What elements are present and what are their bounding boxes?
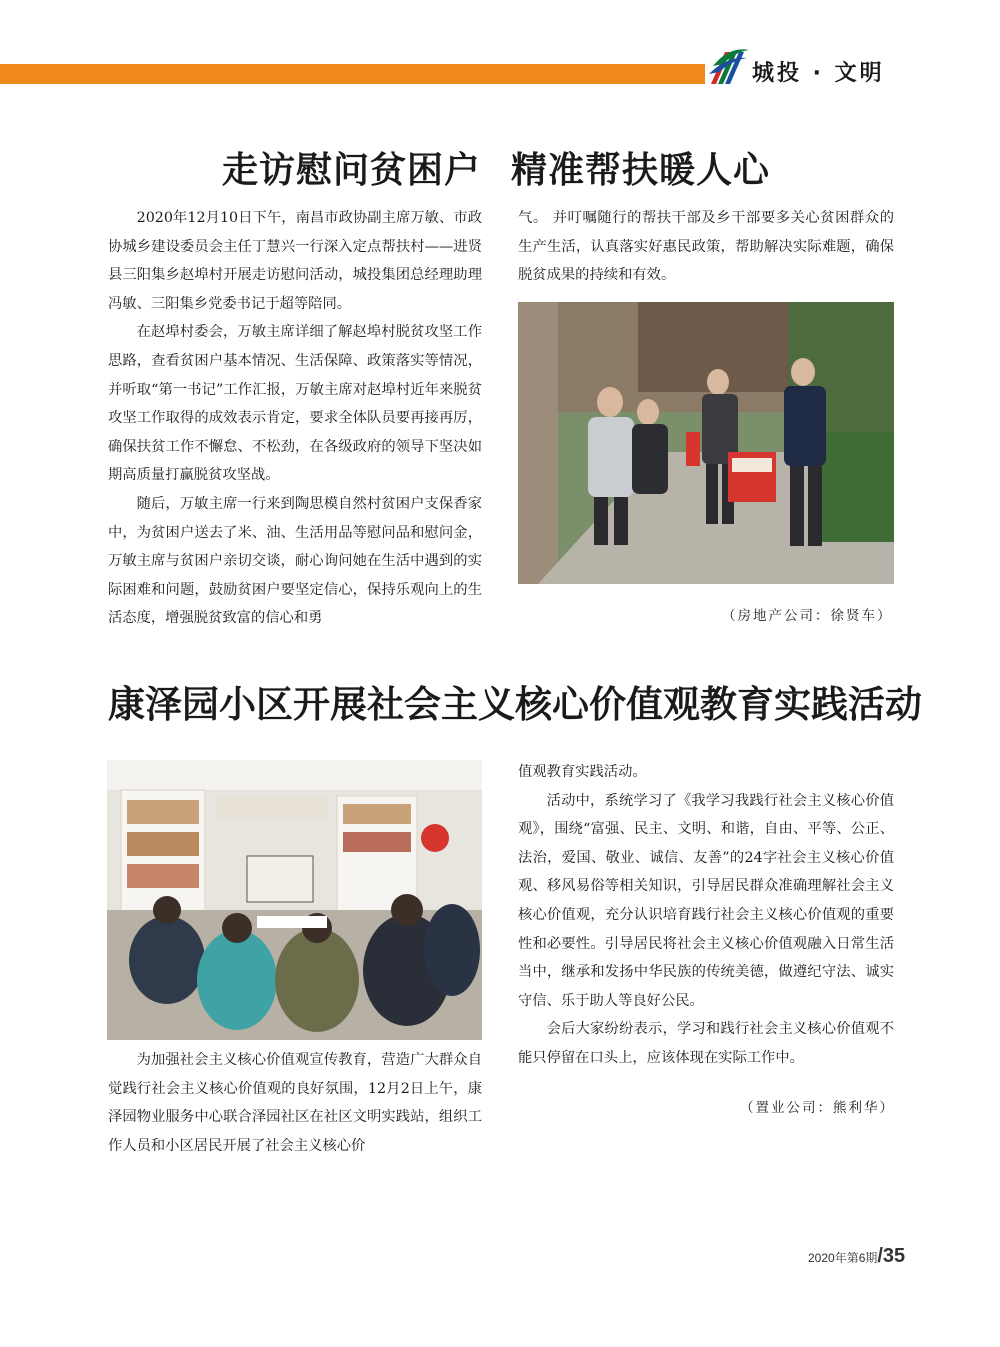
issue-label: 2020年第6期	[808, 1251, 878, 1265]
article2-paragraph-1: 为加强社会主义核心价值观宣传教育，营造广大群众自觉践行社会主义核心价值观的良好氛围，12月2日上午，康泽园物业服务中心联合泽园社区在社区文明实践站，组织工作人员和小区居民开展了社会主义核心价	[108, 1052, 482, 1154]
article2-right-column	[518, 758, 894, 1073]
community-meeting-photo	[107, 760, 482, 1040]
header-accent-bar	[0, 64, 705, 84]
article1-paragraph-2: 在赵埠村委会，万敏主席详细了解赵埠村脱贫攻坚工作思路，查看贫困户基本情况、生活保障、政策落实等情况，并听取“第一书记”工作汇报，万敏主席对赵埠村近年来脱贫攻坚工作取得的成效表示肯定，要求全体队员要再接再厉，确保扶贫工作不懈怠、不松劲，在各级政府的领导下坚决如期高质量打赢脱贫攻坚战。	[108, 324, 482, 484]
article1-left-column	[108, 204, 482, 633]
article1-paragraph-1: 2020年12月10日下午，南昌市政协副主席万敏、市政协城乡建设委员会主任丁慧兴一行深入定点帮扶村——进贤县三阳集乡赵埠村开展走访慰问活动，城投集团总经理助理冯敏、三阳集乡党委书记于超等陪同。	[108, 210, 482, 312]
article1-credit: （房地产公司：徐贤车）	[722, 608, 893, 624]
article1-title-part1: 走访慰问贫困户	[222, 150, 482, 191]
stripes-logo-icon	[705, 44, 751, 86]
article1-right-column	[518, 204, 894, 290]
article2-paragraph-2: 活动中，系统学习了《我学习我践行社会主义核心价值观》，围绕“富强、民主、文明、和谐，自由、平等、公正、法治，爱国、敬业、诚信、友善”的24字社会主义核心价值观、移风易俗等相关知识，引导居民群众准确理解社会主义核心价值观，充分认识培育践行社会主义核心价值观的重要性和必要性。引导居民将社会主义核心价值观融入日常生活当中，继承和发扬中华民族的传统美德，做遵纪守法、诚实守信、乐于助人等良好公民。	[518, 792, 894, 1009]
article1-continuation: 气。 并叮嘱随行的帮扶干部及乡干部要多关心贫困群众的生产生活，认真落实好惠民政策，帮助解决实际难题，确保脱贫成果的持续和有效。	[518, 210, 894, 284]
article2-left-column	[108, 1046, 482, 1160]
article2-title: 康泽园小区开展社会主义核心价值观教育实践活动	[108, 683, 922, 726]
article2-paragraph-3: 会后大家纷纷表示，学习和践行社会主义核心价值观不能只停留在口头上，应该体现在实际工作中。	[518, 1021, 894, 1066]
poverty-visit-photo	[518, 302, 894, 584]
article1-title-part2: 精准帮扶暖人心	[511, 150, 771, 191]
page-footer	[808, 1245, 905, 1268]
page-number: /35	[877, 1245, 906, 1267]
article2-continuation: 值观教育实践活动。	[518, 764, 647, 780]
article2-credit: （置业公司：熊利华）	[740, 1100, 895, 1116]
section-label: 城投 · 文明	[752, 61, 885, 86]
article1-paragraph-3: 随后，万敏主席一行来到陶思模自然村贫困户支保香家中，为贫困户送去了米、油、生活用品等慰问品和慰问金，万敏主席与贫困户亲切交谈，耐心询问她在生活中遇到的实际困难和问题，鼓励贫困户要坚定信心，保持乐观向上的生活态度，增强脱贫致富的信心和勇	[108, 495, 482, 627]
article1-title	[222, 142, 770, 193]
